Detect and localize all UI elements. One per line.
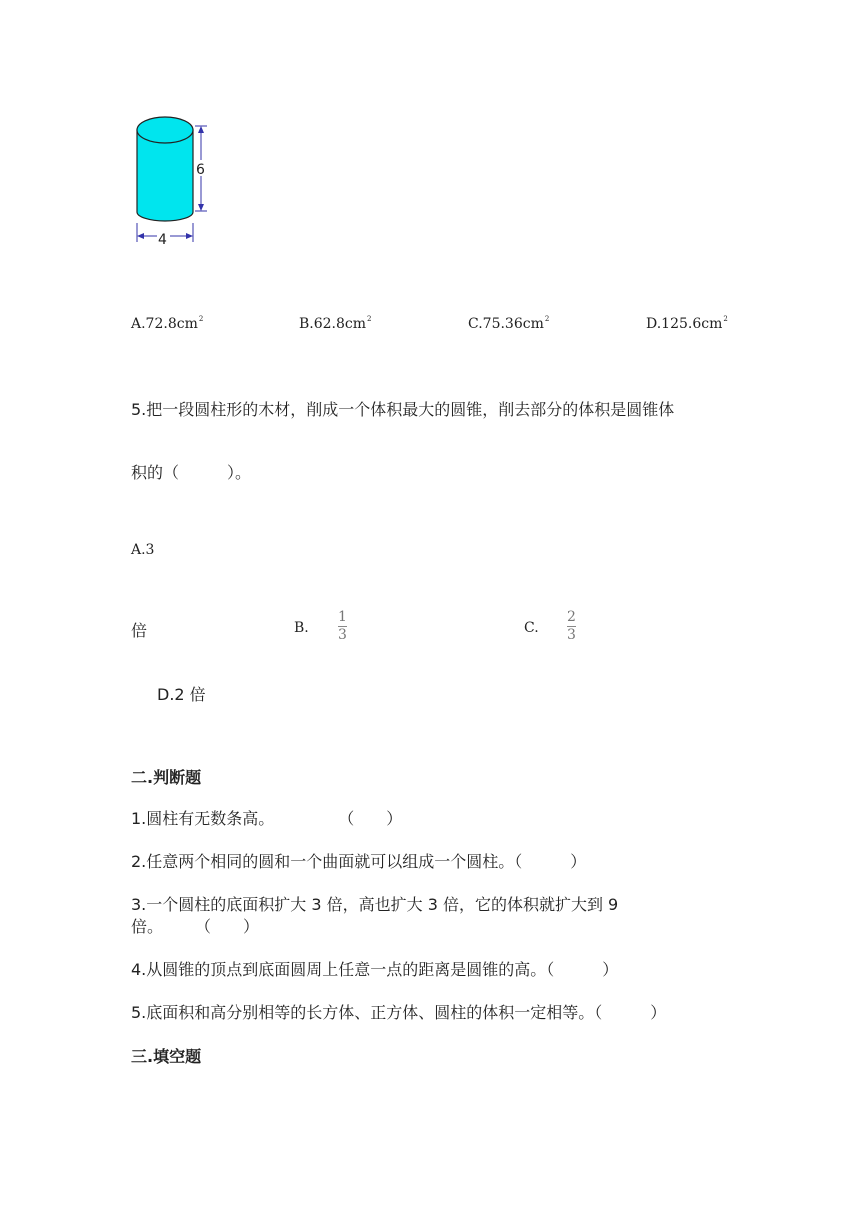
q5-stem-line2: 积的（ ）。 (131, 463, 252, 482)
height-arrow-down (198, 204, 204, 211)
cylinder-top (137, 117, 193, 143)
q4-option-c[interactable]: $C.75.36cm^2$ (468, 315, 550, 332)
diameter-label: 4 (158, 232, 167, 248)
q5-option-b-denominator: 3 (338, 627, 347, 643)
q4-option-b[interactable]: $B.62.8cm^2$ (299, 315, 372, 332)
judge-item-1: 1.圆柱有无数条高。 （ ） (131, 809, 403, 828)
q5-option-c-fraction (567, 610, 576, 643)
height-arrow-up (198, 126, 204, 133)
diameter-arrow-left (137, 233, 144, 239)
q5-option-c-denominator: 3 (567, 627, 576, 643)
q5-option-b-numerator: 1 (338, 609, 347, 625)
cylinder-figure (125, 100, 225, 260)
q5-option-b-fraction (338, 610, 347, 643)
diameter-arrow-right (186, 233, 193, 239)
judge-item-2: 2.任意两个相同的圆和一个曲面就可以组成一个圆柱。（ ） (131, 852, 587, 871)
q4-option-d[interactable]: $D.125.6cm^2$ (646, 315, 728, 332)
judge-item-4: 4.从圆锥的顶点到底面圆周上任意一点的距离是圆锥的高。（ ） (131, 960, 619, 979)
q5-option-b-label[interactable]: B. (294, 620, 309, 636)
q5-option-a-line1[interactable]: A.3 (131, 542, 155, 558)
height-label: 6 (196, 162, 205, 178)
judge-item-5: 5.底面积和高分别相等的长方体、正方体、圆柱的体积一定相等。（ ） (131, 1003, 667, 1022)
q5-stem-line1: 5.把一段圆柱形的木材，削成一个体积最大的圆锥，削去部分的体积是圆锥体 (131, 400, 675, 419)
q5-option-d[interactable]: D.2 倍 (157, 685, 206, 704)
section2-title: 二.判断题 (131, 768, 202, 787)
section3-title: 三.填空题 (131, 1047, 202, 1066)
judge-item-3-line1: 3.一个圆柱的底面积扩大 3 倍，高也扩大 3 倍，它的体积就扩大到 9 (131, 895, 619, 914)
q4-option-a[interactable]: $A.72.8cm^2$ (131, 315, 204, 332)
judge-item-3-line2: 倍。 （ ） (131, 917, 260, 936)
q5-option-c-label[interactable]: C. (524, 620, 539, 636)
q5-option-a-line2[interactable]: 倍 (131, 621, 148, 640)
q5-option-c-numerator: 2 (567, 609, 576, 625)
cylinder-body (137, 130, 193, 221)
